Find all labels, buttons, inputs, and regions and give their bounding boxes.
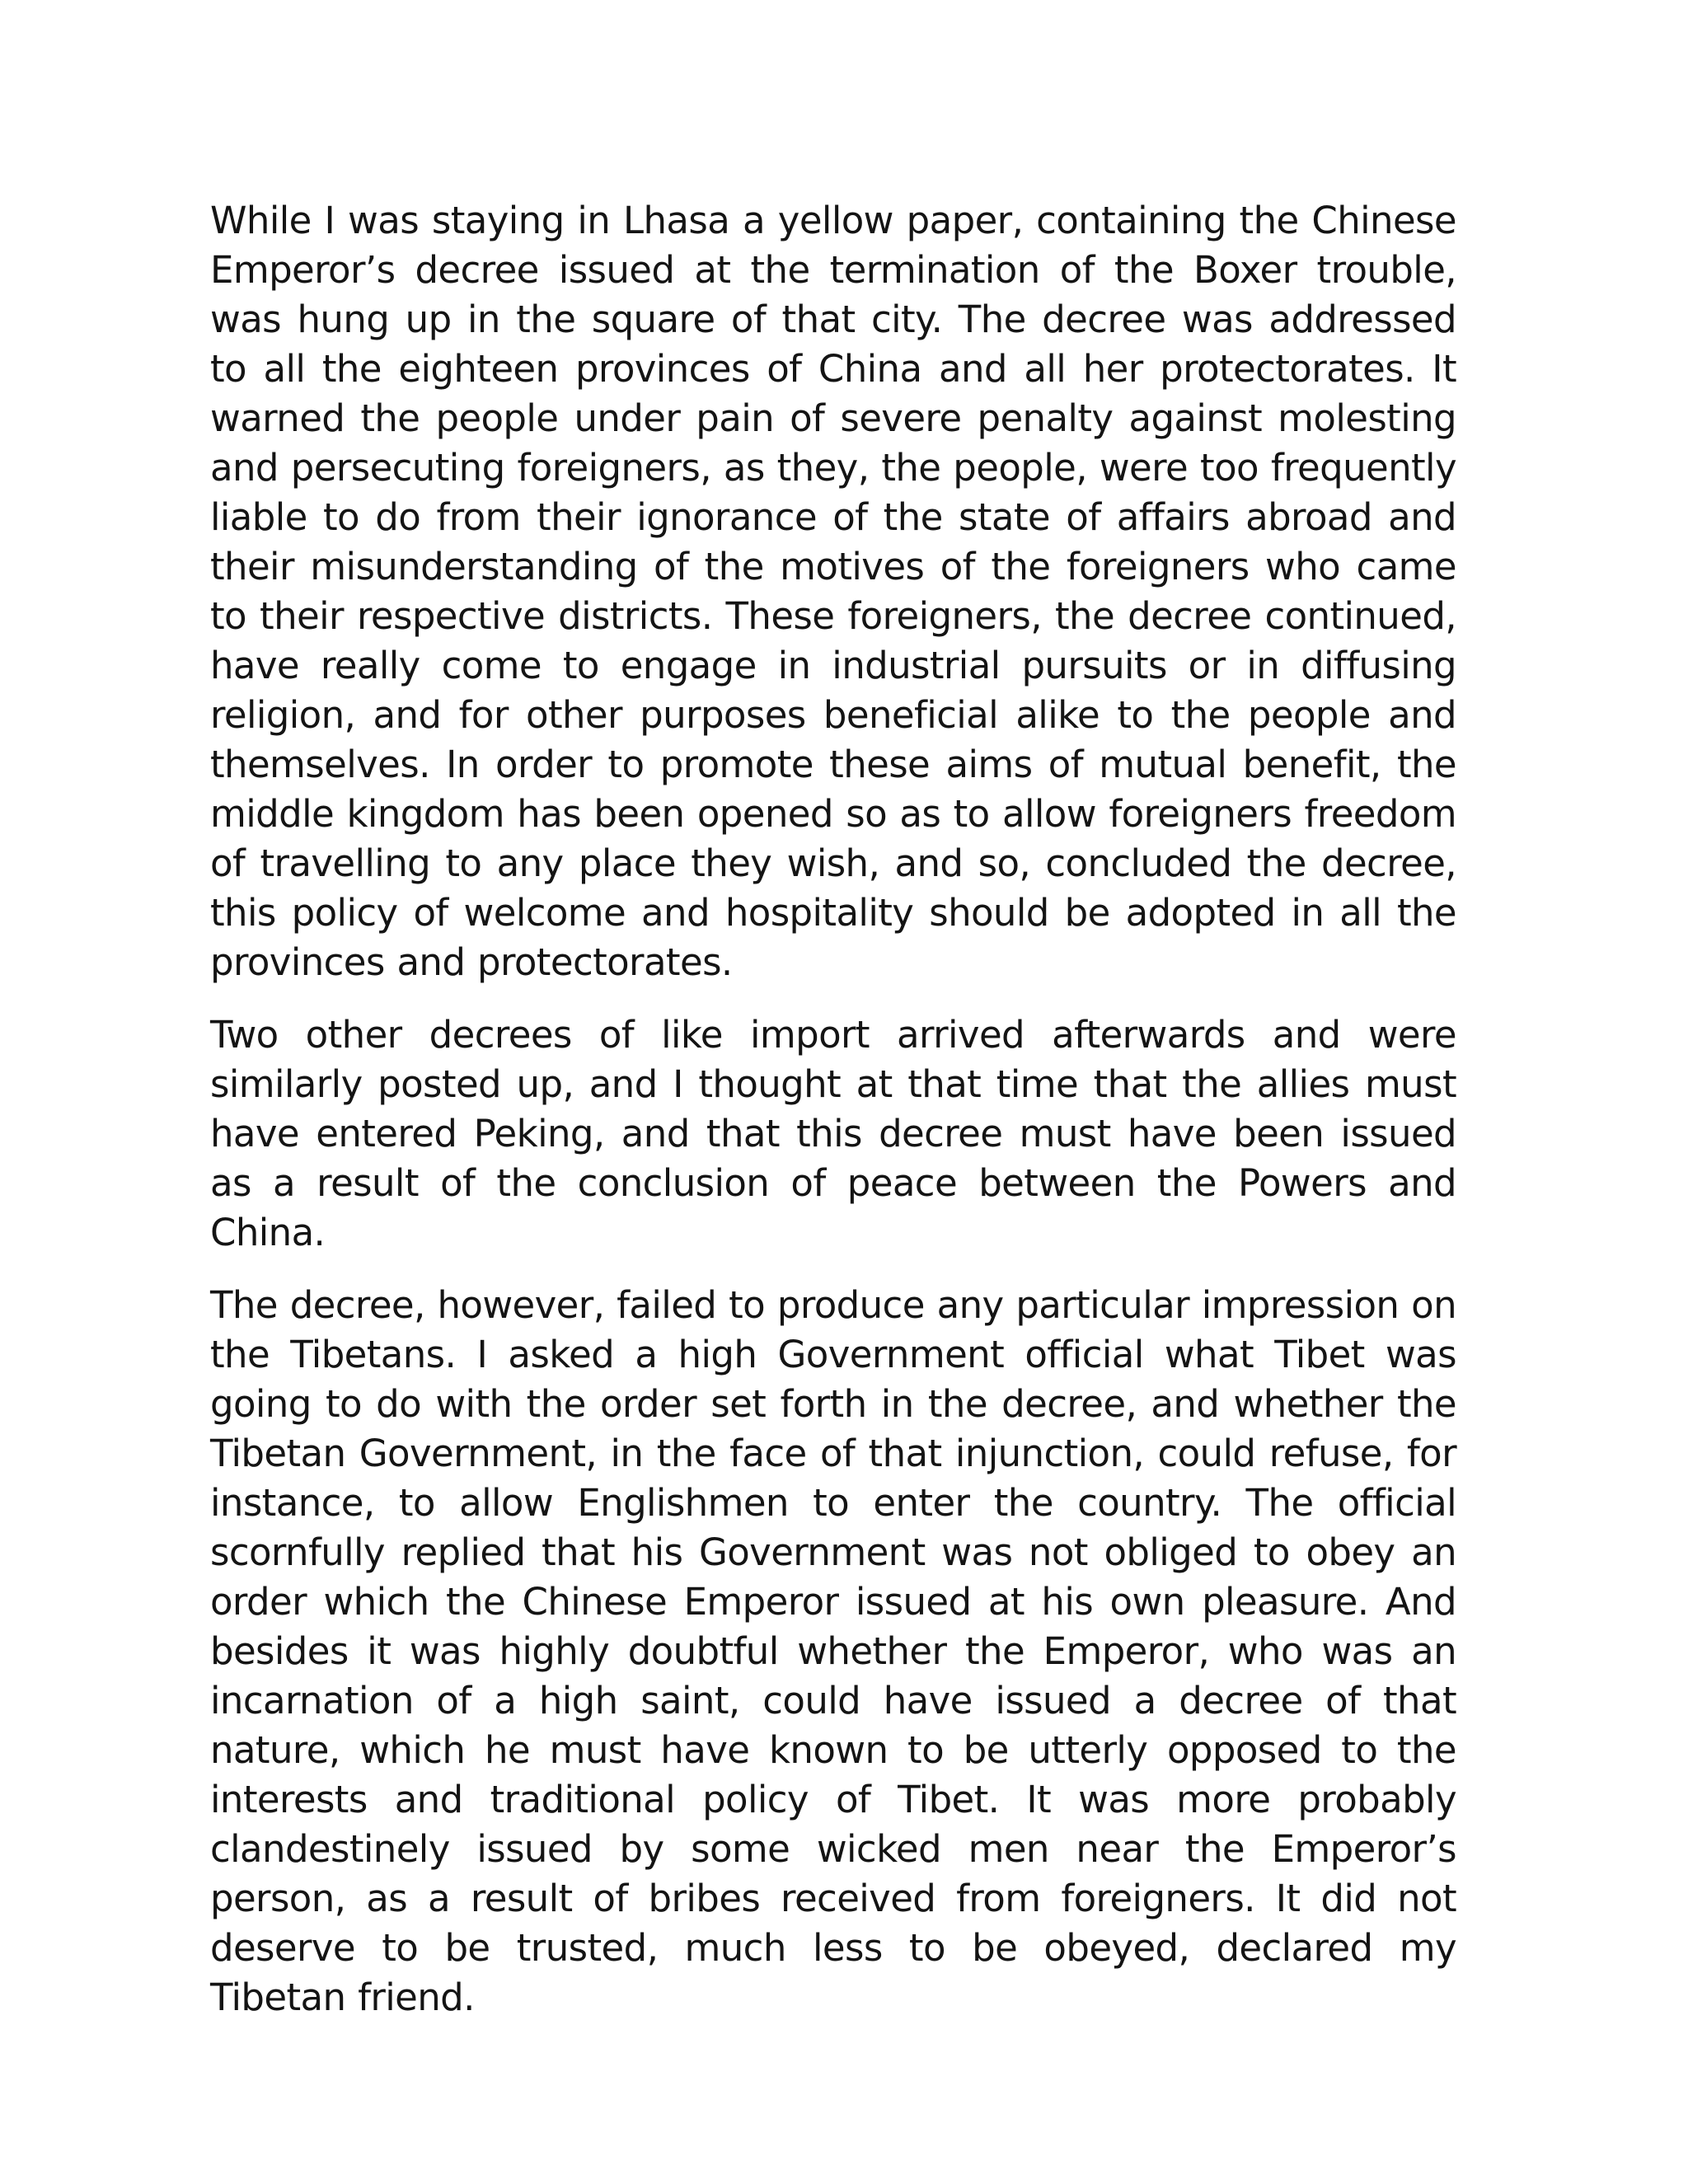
paragraph: Two other decrees of like import arrived afterwards and were similarly posted up, and I thought at that time that the allies must have entered Peking, and that this decree must have been issued as a result of the conclusion of peace between the Powers and China.: [210, 1013, 1456, 1254]
document-body: [210, 196, 1456, 2046]
paragraph: While I was staying in Lhasa a yellow paper, containing the Chinese Emperor’s decree issued at the termination of the Boxer trouble, was hung up in the square of that city. The decree was addressed to all the eighteen provinces of China and all her protectorates. It warned the people under pain of severe penalty against molesting and persecuting foreigners, as they, the people, were too frequently liable to do from their ignorance of the state of affairs abroad and their misunderstanding of the motives of the foreigners who came to their respective districts. These foreigners, the decree continued, have really come to engage in industrial pursuits or in diffusing religion, and for other purposes beneficial alike to the people and themselves. In order to promote these aims of mutual benefit, the middle kingdom has been opened so as to allow foreigners freedom of travelling to any place they wish, and so, concluded the decree, this policy of welcome and hospitality should be adopted in all the provinces and protectorates.: [210, 199, 1456, 984]
paragraph: The decree, however, failed to produce any particular impression on the Tibetans. I asked a high Government official what Tibet was going to do with the order set forth in the decree, and whether the Tibetan Government, in the face of that injunction, could refuse, for instance, to allow Englishmen to enter the country. The official scornfully replied that his Government was not obliged to obey an order which the Chinese Emperor issued at his own pleasure. And besides it was highly doubtful whether the Emperor, who was an incarnation of a high saint, could have issued a decree of that nature, which he must have known to be utterly opposed to the interests and traditional policy of Tibet. It was more probably clandestinely issued by some wicked men near the Emperor’s person, as a result of bribes received from foreigners. It did not deserve to be trusted, much less to be obeyed, declared my Tibetan friend.: [210, 1283, 1456, 2019]
